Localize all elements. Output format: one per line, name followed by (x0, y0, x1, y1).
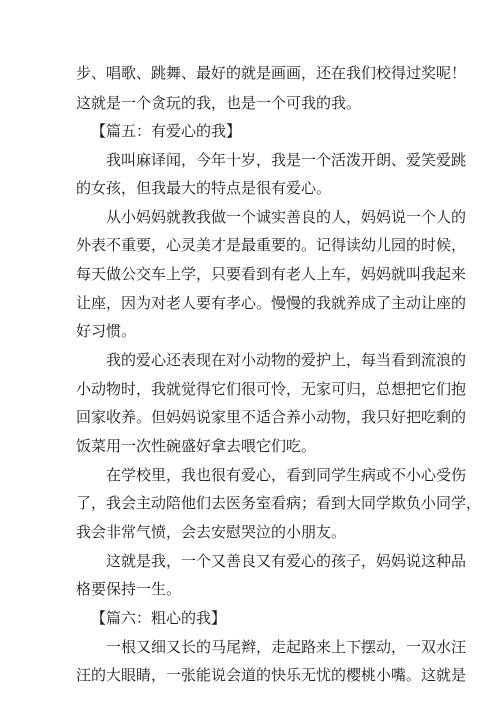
text-line (0, 401, 500, 433)
text-line (0, 258, 500, 290)
section-heading (0, 115, 500, 147)
line-text: 让座，因为对老人要有孝心。慢慢的我就养成了主动让座的 (76, 294, 467, 312)
line-text: 从小妈妈就教我做一个诚实善良的人，妈妈说一个人的 (106, 208, 467, 226)
line-text: 我的爱心还表现在对小动物的爱护上，每当看到流浪的 (106, 351, 467, 369)
line-text: 我会非常气愤，会去安慰哭泣的小朋友。 (76, 523, 347, 541)
text-line (0, 172, 500, 204)
section-heading (0, 602, 500, 634)
text-line (0, 430, 500, 462)
line-text: 小动物时，我就觉得它们很可怜，无家可归，总想把它们抱 (76, 380, 467, 398)
text-line (0, 487, 500, 519)
heading-text: 【篇五：有爱心的我】 (91, 122, 242, 140)
line-text: 外表不重要，心灵美才是最重要的。记得读幼儿园的时候， (76, 236, 467, 254)
heading-text: 【篇六：粗心的我】 (91, 609, 227, 627)
line-text: 好习惯。 (76, 322, 137, 340)
line-text: 一根又细又长的马尾辫，走起路来上下摆动，一双水汪 (106, 638, 467, 656)
line-text: 汪的大眼睛，一张能说会道的快乐无忧的樱桃小嘴。这就是 (76, 666, 467, 684)
line-text: 这就是一个贪玩的我，也是一个可我的我。 (76, 94, 362, 112)
line-text: 格要保持一生。 (76, 580, 182, 598)
text-line (0, 57, 500, 89)
text-line (0, 315, 500, 347)
text-line (0, 573, 500, 605)
line-text: 在学校里，我也很有爱心，看到同学生病或不小心受伤 (106, 466, 467, 484)
line-text: 了，我会主动陪他们去医务室看病；看到大同学欺负小同学， (76, 494, 482, 512)
line-text: 饭菜用一次性碗盛好拿去喂它们吃。 (76, 437, 317, 455)
text-line (0, 344, 500, 376)
line-text: 每天做公交车上学，只要看到有老人上车，妈妈就叫我起来 (76, 265, 467, 283)
text-line (0, 229, 500, 261)
line-text: 这就是我，一个又善良又有爱心的孩子，妈妈说这种品 (106, 552, 467, 570)
line-text: 回家收养。但妈妈说家里不适合养小动物，我只好把吃剩的 (76, 408, 467, 426)
text-line (0, 516, 500, 548)
line-text: 步、唱歌、跳舞、最好的就是画画，还在我们校得过奖呢！ (76, 64, 467, 82)
text-line (0, 659, 500, 691)
line-text: 我叫麻译闻，今年十岁，我是一个活泼开朗、爱笑爱跳 (106, 151, 467, 169)
line-text: 的女孩，但我最大的特点是很有爱心。 (76, 179, 332, 197)
